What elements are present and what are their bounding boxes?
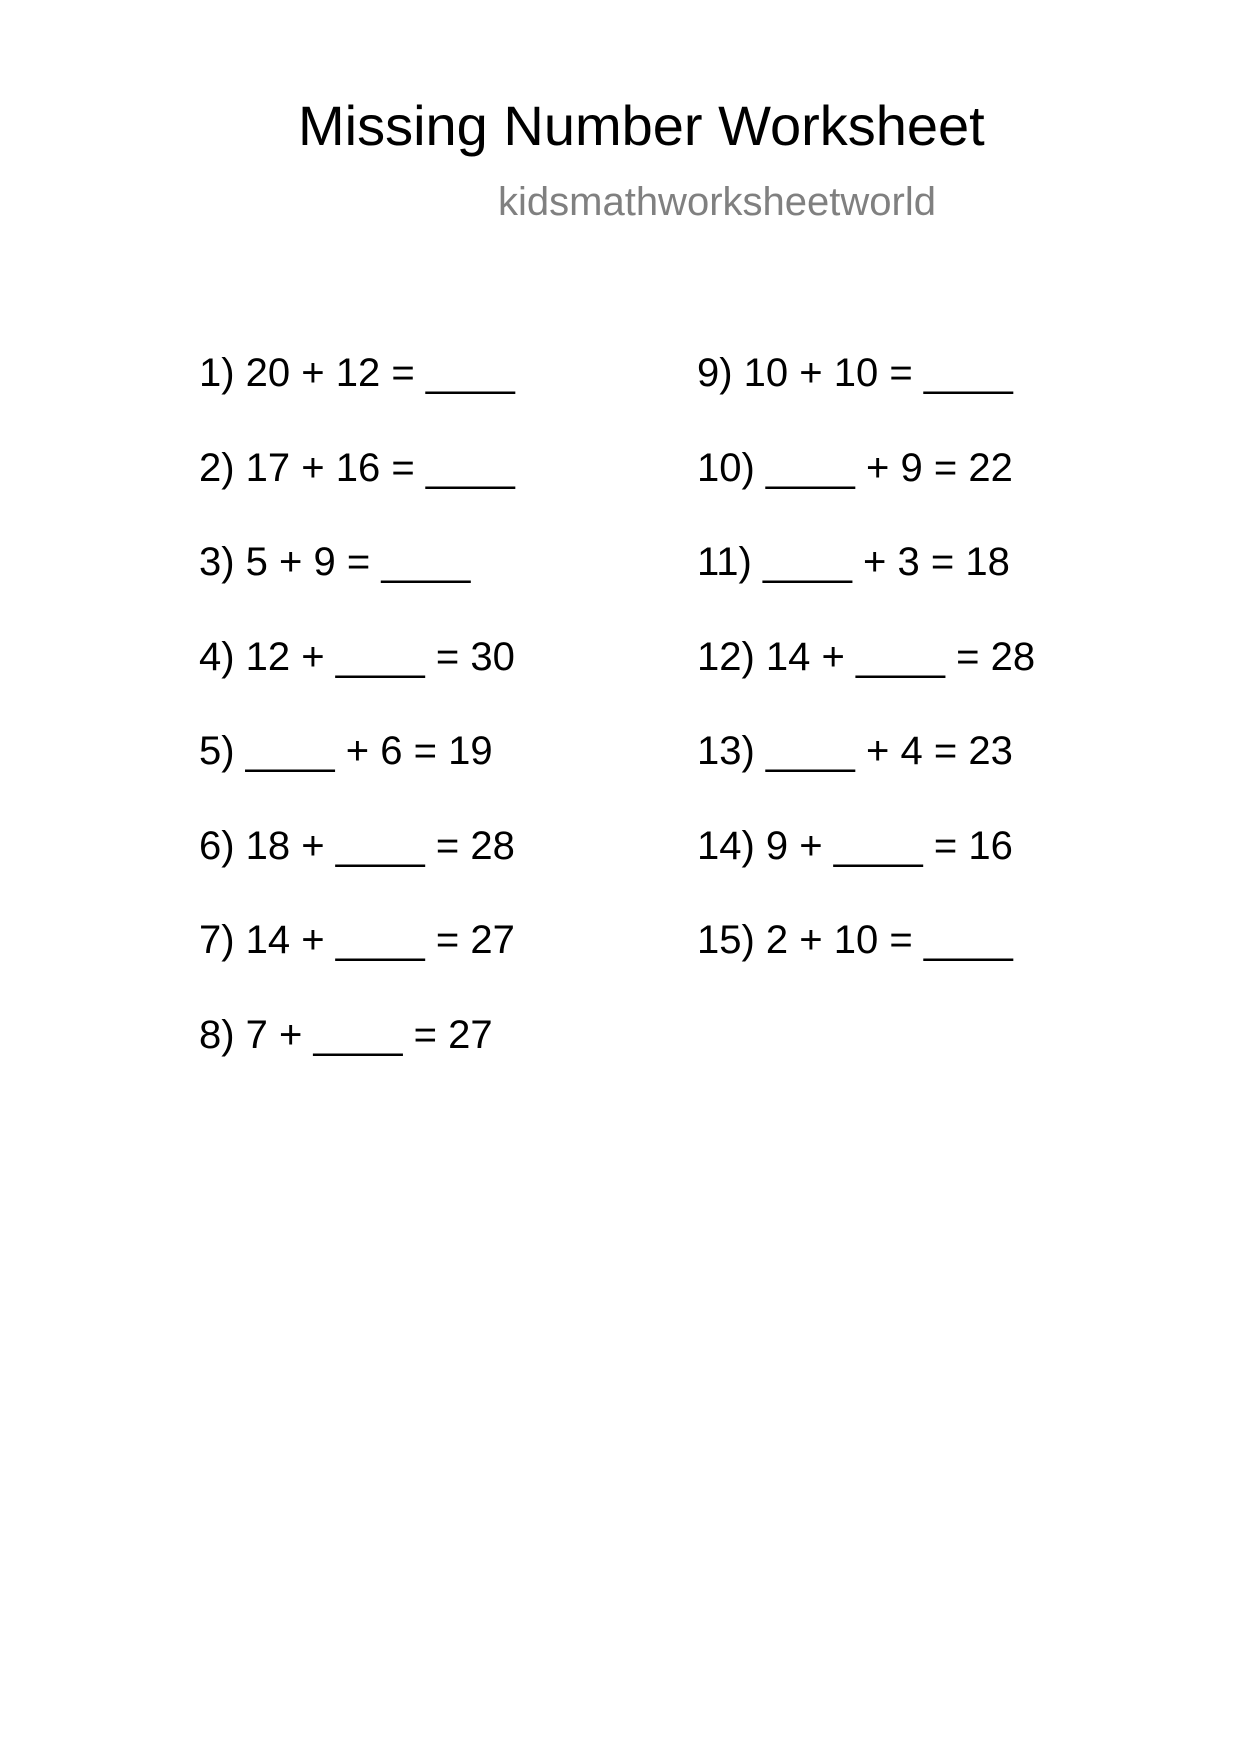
problem-8: 8) 7 + ____ = 27 [199, 1012, 493, 1057]
problem-11: 11) ____ + 3 = 18 [697, 540, 1010, 584]
problem-7: 7) 14 + ____ = 27 [199, 918, 515, 962]
problem-14: 14) 9 + ____ = 16 [697, 823, 1013, 868]
problem-9: 9) 10 + 10 = ____ [697, 351, 1013, 395]
problem-6: 6) 18 + ____ = 28 [199, 823, 515, 868]
site-watermark: kidsmathworksheetworld [498, 180, 936, 224]
problem-3: 3) 5 + 9 = ____ [199, 540, 471, 584]
problem-12: 12) 14 + ____ = 28 [697, 634, 1036, 679]
problem-4: 4) 12 + ____ = 30 [199, 634, 515, 679]
problem-1: 1) 20 + 12 = ____ [199, 351, 515, 395]
page-title: Missing Number Worksheet [298, 94, 985, 157]
problem-2: 2) 17 + 16 = ____ [199, 445, 515, 490]
problem-13: 13) ____ + 4 = 23 [697, 729, 1013, 773]
problem-10: 10) ____ + 9 = 22 [697, 445, 1013, 490]
problem-column-right [697, 353, 1035, 1015]
problem-column-left [199, 353, 515, 1109]
problem-5: 5) ____ + 6 = 19 [199, 729, 493, 773]
problem-15: 15) 2 + 10 = ____ [697, 918, 1013, 962]
